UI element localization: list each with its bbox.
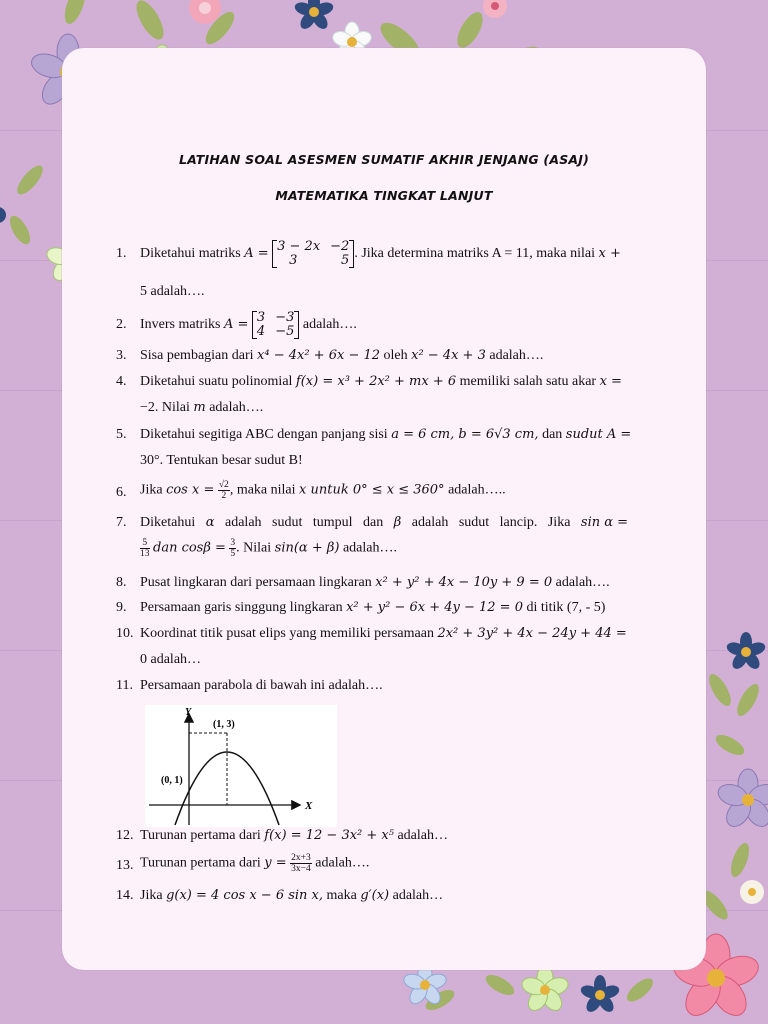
worksheet-title: LATIHAN SOAL ASESMEN SUMATIF AKHIR JENJANG (ASAJ) [178,152,590,167]
x-axis-label: X [305,800,313,812]
intercept-label: (0, 1) [161,775,183,786]
vertex-label: (1, 3) [213,719,235,730]
worksheet-subtitle: MATEMATIKA TINGKAT LANJUT [275,188,493,203]
matrix-a-2: 3 −3 4 −5 [252,311,299,339]
matrix-a-1: 3 − 2x −2 3 5 [272,240,354,268]
parabola-graph [145,705,337,827]
y-axis-label: Y [185,707,192,718]
